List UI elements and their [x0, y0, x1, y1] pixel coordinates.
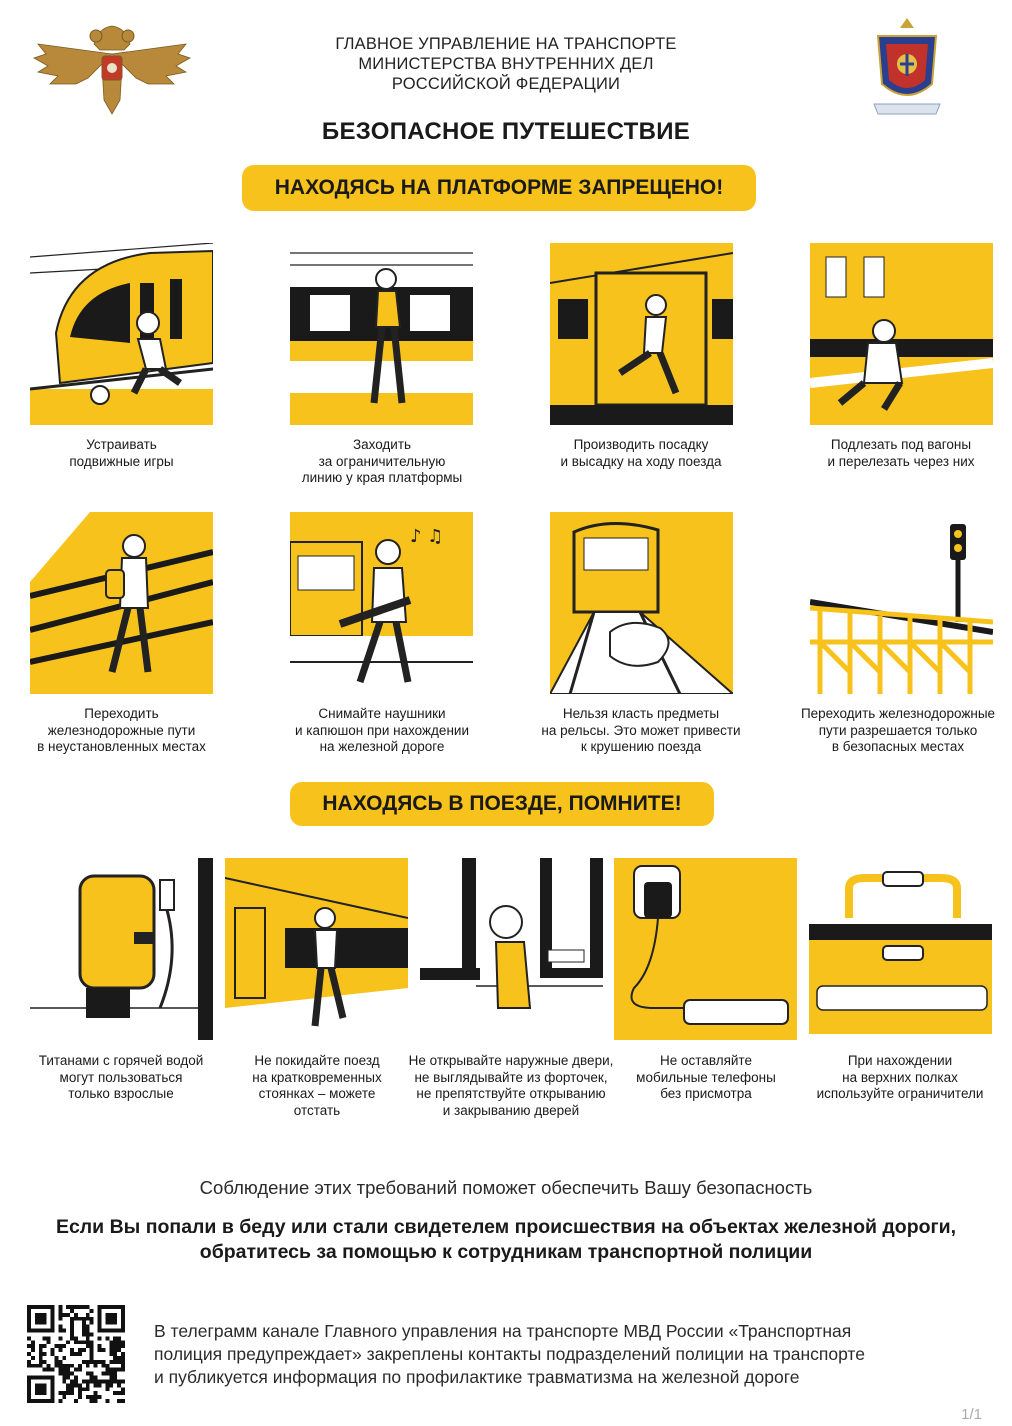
org-line-1: ГЛАВНОЕ УПРАВЛЕНИЕ НА ТРАНСПОРТЕ — [335, 35, 677, 53]
caption-train-1 — [14, 1053, 228, 1103]
caption-line: Не покидайте поезд — [254, 1053, 380, 1068]
caption-line: Производить посадку — [573, 437, 709, 452]
caption-platform-6 — [262, 706, 502, 756]
caption-line: подвижные игры — [69, 453, 174, 469]
warning-line-2: обратитесь за помощью к сотрудникам транспортной полиции — [199, 1241, 813, 1263]
caption-line: отстать — [293, 1102, 341, 1118]
caption-line: Не открывайте наружные двери, — [408, 1053, 614, 1068]
safety-note: Соблюдение этих требований поможет обеспечить Вашу безопасность — [199, 1177, 813, 1198]
caption-train-4 — [624, 1053, 788, 1103]
caption-line: на рельсы. Это может привести — [541, 722, 741, 738]
caption-train-3 — [398, 1053, 624, 1119]
caption-line: Нельзя класть предметы — [562, 706, 720, 721]
caption-train-2 — [230, 1053, 404, 1119]
caption-line: не препятствуйте открыванию — [416, 1086, 606, 1101]
caption-platform-3 — [525, 437, 757, 470]
warning-line-1: Если Вы попали в беду или стали свидетелем происшествия на объектах железной дороги, — [55, 1216, 957, 1238]
crossing-tracks-illustration — [30, 512, 213, 694]
caption-line: и капюшон при нахождении — [295, 722, 469, 738]
caption-line: мобильные телефоны — [636, 1069, 776, 1085]
caption-platform-1 — [10, 437, 233, 470]
caption-line: пути разрешается только — [818, 722, 978, 738]
caption-line: и высадку на ходу поезда — [560, 453, 722, 469]
caption-line: в неустановленных местах — [37, 739, 206, 754]
caption-line: линию у края платформы — [301, 470, 463, 485]
short-stop-platform-illustration — [225, 858, 408, 1040]
caption-line: на кратковременных — [252, 1069, 382, 1085]
qr-code-icon[interactable] — [27, 1305, 125, 1403]
page-title: БЕЗОПАСНОЕ ПУТЕШЕСТВИЕ — [321, 118, 691, 145]
caption-line: без присмотра — [660, 1086, 752, 1101]
caption-platform-7 — [518, 706, 764, 756]
caption-line: Не оставляйте — [660, 1053, 752, 1068]
info-line-1: В телеграмм канале Главного управления на транспорте МВД России «Транспортная — [154, 1321, 852, 1341]
svg-text:♪ ♫: ♪ ♫ — [410, 526, 444, 547]
caption-line: Снимайте наушники — [318, 706, 446, 721]
train-section-heading: НАХОДЯСЬ В ПОЕЗДЕ, ПОМНИТЕ! — [290, 782, 714, 826]
caption-line: и закрыванию дверей — [442, 1102, 580, 1118]
caption-line: Переходить железнодорожные — [800, 706, 996, 721]
org-line-2: МИНИСТЕРСТВА ВНУТРЕННИХ ДЕЛ — [358, 55, 654, 73]
caption-line: Титанами с горячей водой — [38, 1053, 204, 1068]
caption-line: При нахождении — [847, 1053, 953, 1068]
caption-line: Устраивать — [86, 437, 157, 452]
page-indicator: 1/1 — [961, 1406, 982, 1423]
boarding-moving-train-illustration — [550, 243, 733, 425]
headphones-hood-illustration — [290, 512, 473, 694]
org-line-3: РОССИЙСКОЙ ФЕДЕРАЦИИ — [391, 75, 621, 93]
caption-line: на верхних полках — [842, 1069, 958, 1085]
caption-platform-8 — [786, 706, 1010, 756]
woman-crossing-platform-line-illustration — [290, 243, 473, 425]
caption-platform-5 — [10, 706, 233, 756]
caption-line: могут пользоваться — [59, 1069, 183, 1085]
help-warning — [16, 1215, 996, 1265]
caption-line: только взрослые — [68, 1086, 174, 1101]
leaning-out-door-illustration — [420, 858, 603, 1040]
train-child-football-illustration — [30, 243, 213, 425]
caption-platform-4 — [786, 437, 1012, 470]
caption-line: за ограничительную — [318, 453, 446, 469]
caption-train-5 — [800, 1053, 1000, 1103]
phone-charging-illustration — [614, 858, 797, 1040]
hot-water-boiler-illustration — [30, 858, 213, 1040]
objects-on-rails-illustration — [550, 512, 733, 694]
upper-berth-restraint-illustration — [809, 858, 992, 1040]
safe-crossing-traffic-light-illustration — [810, 512, 993, 694]
caption-line: стоянках – можете — [258, 1086, 376, 1101]
mvd-eagle-emblem — [28, 14, 196, 118]
caption-line: в безопасных местах — [831, 739, 965, 754]
telegram-channel-info — [154, 1320, 984, 1389]
caption-line: Заходить — [352, 437, 412, 452]
caption-line: на железной дороге — [319, 739, 445, 754]
crawling-under-wagons-illustration — [810, 243, 993, 425]
caption-line: используйте ограничители — [816, 1086, 984, 1101]
caption-line: к крушению поезда — [580, 739, 702, 754]
caption-line: не выглядывайте из форточек, — [414, 1069, 608, 1085]
caption-platform-2 — [262, 437, 502, 487]
caption-line: и перелезать через них — [827, 453, 975, 469]
platform-section-heading: НАХОДЯСЬ НА ПЛАТФОРМЕ ЗАПРЕЩЕНО! — [242, 165, 756, 211]
info-line-3: и публикуется информация по профилактике травматизма на железной дороге — [154, 1367, 800, 1387]
organization-name — [300, 34, 712, 94]
transport-police-emblem — [870, 14, 944, 118]
caption-line: Переходить — [84, 706, 159, 721]
info-line-2: полиция предупреждает» закреплены контакты подразделений полиции на транспорте — [154, 1344, 865, 1364]
caption-line: Подлезать под вагоны — [830, 437, 972, 452]
caption-line: железнодорожные пути — [47, 722, 196, 738]
